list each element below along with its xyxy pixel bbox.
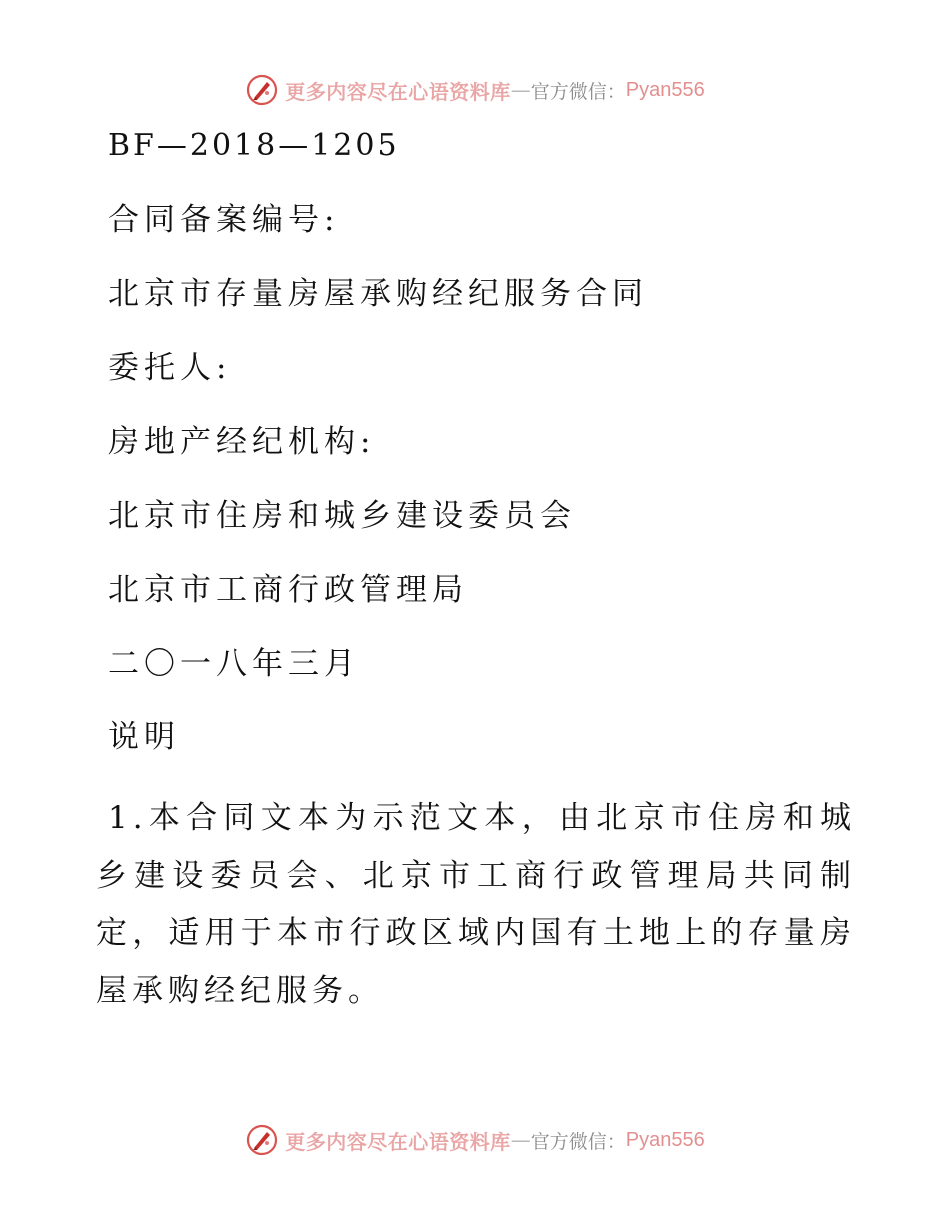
issuer-industry-commerce-bureau: 北京市工商行政管理局 — [108, 572, 468, 608]
watermark-wechat-account: Pyan556 — [625, 78, 705, 101]
record-number-label: 合同备案编号: — [108, 202, 340, 238]
watermark-wechat-label: 官方微信： — [530, 80, 626, 103]
watermark-wechat-label: 官方微信： — [530, 1130, 626, 1153]
contract-title: 北京市存量房屋承购经纪服务合同 — [108, 276, 648, 312]
watermark-separator: — — [510, 78, 531, 102]
note-paragraph-1: 1.本合同文本为示范文本，由北京市住房和城乡建设委员会、北京市工商行政管理局共同制定，适用于本市行政区域内国有土地上的存量房屋承购经纪服务。 — [96, 800, 856, 1009]
quill-pen-icon — [245, 73, 279, 107]
client-label: 委托人: — [108, 350, 232, 386]
watermark-wechat-account: Pyan556 — [625, 1128, 705, 1151]
issuer-housing-commission: 北京市住房和城乡建设委员会 — [108, 498, 576, 534]
quill-pen-icon — [245, 1123, 279, 1157]
header-watermark — [0, 72, 950, 108]
agency-label: 房地产经纪机构: — [108, 424, 376, 460]
watermark-slogan: 更多内容尽在心语资料库 — [285, 1129, 511, 1154]
watermark-slogan: 更多内容尽在心语资料库 — [285, 79, 511, 104]
watermark-separator: — — [510, 1128, 531, 1152]
issue-date: 二〇一八年三月 — [108, 646, 360, 682]
contract-code: BF—2018—1205 — [108, 128, 400, 163]
notes-heading: 说明 — [108, 719, 180, 755]
footer-watermark — [0, 1122, 950, 1158]
